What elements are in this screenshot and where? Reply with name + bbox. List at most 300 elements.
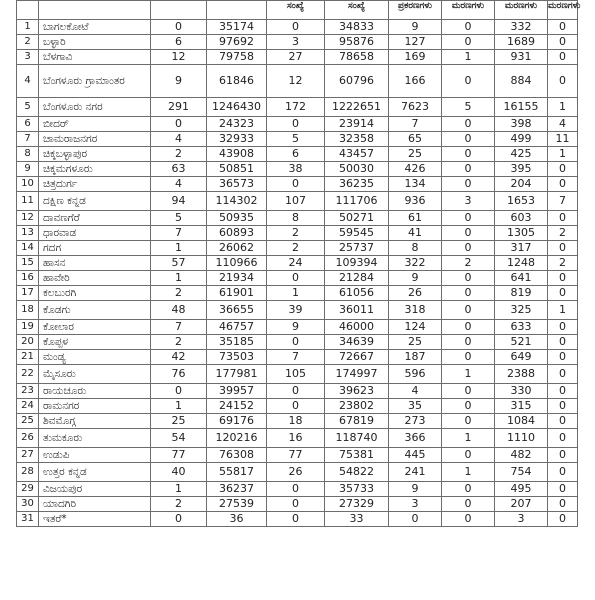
table-row — [17, 226, 578, 241]
cell-c4: 33 — [325, 512, 389, 527]
cell-district-name: ದಾವಣಗೆರೆ — [39, 211, 151, 226]
cell-c3: 107 — [267, 192, 325, 211]
cell-c3: 105 — [267, 365, 325, 384]
table-row — [17, 365, 578, 384]
cell-c4: 174997 — [325, 365, 389, 384]
cell-c3: 0 — [267, 384, 325, 399]
cell-c4: 46000 — [325, 320, 389, 335]
table-row — [17, 335, 578, 350]
cell-c2: 35174 — [207, 20, 267, 35]
cell-c3: 39 — [267, 301, 325, 320]
cell-serial: 28 — [17, 463, 39, 482]
cell-c8: 0 — [548, 384, 578, 399]
cell-c3: 1 — [267, 286, 325, 301]
table-row — [17, 117, 578, 132]
cell-c3: 5 — [267, 132, 325, 147]
cell-c3: 0 — [267, 177, 325, 192]
cell-serial: 21 — [17, 350, 39, 365]
cell-c3: 9 — [267, 320, 325, 335]
cell-c8: 2 — [548, 256, 578, 271]
cell-c6: 1 — [442, 463, 495, 482]
cell-c1: 1 — [151, 482, 207, 497]
table-row — [17, 497, 578, 512]
cell-district-name: ಚಿತ್ರದುರ್ಗ — [39, 177, 151, 192]
cell-c8: 0 — [548, 365, 578, 384]
cell-district-name: ಬೀದರ್ — [39, 117, 151, 132]
cell-serial: 27 — [17, 448, 39, 463]
table-row — [17, 399, 578, 414]
table-row — [17, 20, 578, 35]
cell-c1: 2 — [151, 497, 207, 512]
cell-c6: 0 — [442, 350, 495, 365]
cell-c3: 16 — [267, 429, 325, 448]
cell-c2: 24152 — [207, 399, 267, 414]
table-row — [17, 211, 578, 226]
table-row — [17, 512, 578, 527]
cell-c5: 936 — [389, 192, 442, 211]
cell-c7: 207 — [495, 497, 548, 512]
cell-c1: 57 — [151, 256, 207, 271]
cell-c6: 2 — [442, 256, 495, 271]
cell-c3: 172 — [267, 98, 325, 117]
cell-serial: 25 — [17, 414, 39, 429]
cell-c7: 495 — [495, 482, 548, 497]
cell-c7: 819 — [495, 286, 548, 301]
cell-c2: 97692 — [207, 35, 267, 50]
cell-c4: 67819 — [325, 414, 389, 429]
table-row — [17, 162, 578, 177]
cell-district-name: ಬೆಳಗಾವಿ — [39, 50, 151, 65]
cell-serial: 6 — [17, 117, 39, 132]
cell-c3: 0 — [267, 512, 325, 527]
cell-c5: 61 — [389, 211, 442, 226]
cell-c1: 0 — [151, 512, 207, 527]
district-covid-table — [16, 0, 581, 527]
cell-district-name: ಬಳ್ಳಾರಿ — [39, 35, 151, 50]
header-cell-c4: ಸಂಖ್ಯೆ — [325, 1, 389, 20]
cell-c4: 54822 — [325, 463, 389, 482]
cell-district-name: ರಾಮನಗರ — [39, 399, 151, 414]
cell-c1: 94 — [151, 192, 207, 211]
cell-c5: 9 — [389, 20, 442, 35]
cell-serial: 22 — [17, 365, 39, 384]
cell-c1: 42 — [151, 350, 207, 365]
cell-serial: 31 — [17, 512, 39, 527]
cell-district-name: ಯಾದಗಿರಿ — [39, 497, 151, 512]
cell-c7: 398 — [495, 117, 548, 132]
cell-c4: 36011 — [325, 301, 389, 320]
cell-serial: 13 — [17, 226, 39, 241]
cell-serial: 4 — [17, 65, 39, 98]
cell-district-name: ಚಿಕ್ಕಬಳ್ಳಾಪುರ — [39, 147, 151, 162]
cell-district-name: ಗದಗ — [39, 241, 151, 256]
table-row — [17, 65, 578, 98]
cell-c1: 48 — [151, 301, 207, 320]
cell-c7: 649 — [495, 350, 548, 365]
cell-serial: 15 — [17, 256, 39, 271]
cell-c8: 0 — [548, 65, 578, 98]
cell-c1: 6 — [151, 35, 207, 50]
cell-district-name: ಬೆಂಗಳೂರು ನಗರ — [39, 98, 151, 117]
table-row — [17, 50, 578, 65]
table-row — [17, 320, 578, 335]
cell-serial: 23 — [17, 384, 39, 399]
cell-c8: 0 — [548, 286, 578, 301]
cell-c2: 73503 — [207, 350, 267, 365]
cell-c7: 395 — [495, 162, 548, 177]
cell-c1: 77 — [151, 448, 207, 463]
cell-c1: 2 — [151, 286, 207, 301]
cell-c8: 0 — [548, 429, 578, 448]
cell-c3: 0 — [267, 117, 325, 132]
cell-c2: 24323 — [207, 117, 267, 132]
cell-district-name: ದಕ್ಷಿಣ ಕನ್ನಡ — [39, 192, 151, 211]
cell-serial: 26 — [17, 429, 39, 448]
header-cell-c1 — [151, 1, 207, 20]
cell-c5: 241 — [389, 463, 442, 482]
cell-c3: 38 — [267, 162, 325, 177]
cell-c8: 0 — [548, 241, 578, 256]
cell-serial: 24 — [17, 399, 39, 414]
cell-c2: 110966 — [207, 256, 267, 271]
cell-c7: 330 — [495, 384, 548, 399]
cell-c6: 0 — [442, 20, 495, 35]
cell-c8: 11 — [548, 132, 578, 147]
cell-serial: 10 — [17, 177, 39, 192]
cell-c7: 641 — [495, 271, 548, 286]
cell-c4: 23914 — [325, 117, 389, 132]
cell-c4: 118740 — [325, 429, 389, 448]
cell-c6: 0 — [442, 117, 495, 132]
cell-c2: 120216 — [207, 429, 267, 448]
cell-c6: 0 — [442, 384, 495, 399]
cell-c5: 41 — [389, 226, 442, 241]
cell-district-name: ರಾಯಚೂರು — [39, 384, 151, 399]
cell-c5: 7 — [389, 117, 442, 132]
cell-c1: 2 — [151, 335, 207, 350]
header-cell-c5: ಪ್ರಕರಣಗಳು — [389, 1, 442, 20]
cell-serial: 9 — [17, 162, 39, 177]
cell-district-name: ಉತ್ತರ ಕನ್ನಡ — [39, 463, 151, 482]
cell-c2: 60893 — [207, 226, 267, 241]
cell-c2: 36573 — [207, 177, 267, 192]
cell-c7: 1110 — [495, 429, 548, 448]
header-cell-c6: ಮರಣಗಳು — [442, 1, 495, 20]
cell-c4: 23802 — [325, 399, 389, 414]
cell-c4: 34639 — [325, 335, 389, 350]
table-row — [17, 271, 578, 286]
cell-c5: 124 — [389, 320, 442, 335]
cell-c8: 0 — [548, 463, 578, 482]
cell-c7: 204 — [495, 177, 548, 192]
cell-c8: 1 — [548, 147, 578, 162]
cell-c4: 35733 — [325, 482, 389, 497]
cell-c8: 0 — [548, 211, 578, 226]
cell-c6: 1 — [442, 365, 495, 384]
cell-c8: 0 — [548, 271, 578, 286]
cell-c3: 12 — [267, 65, 325, 98]
cell-c6: 0 — [442, 65, 495, 98]
cell-serial: 17 — [17, 286, 39, 301]
cell-c2: 61901 — [207, 286, 267, 301]
cell-c7: 317 — [495, 241, 548, 256]
cell-c4: 21284 — [325, 271, 389, 286]
cell-c4: 1222651 — [325, 98, 389, 117]
cell-c5: 0 — [389, 512, 442, 527]
cell-c6: 0 — [442, 162, 495, 177]
cell-c4: 43457 — [325, 147, 389, 162]
cell-c6: 3 — [442, 192, 495, 211]
header-cell-sl — [17, 1, 39, 20]
cell-c6: 0 — [442, 335, 495, 350]
cell-c6: 0 — [442, 132, 495, 147]
cell-district-name: ಮೈಸೂರು — [39, 365, 151, 384]
cell-c2: 26062 — [207, 241, 267, 256]
cell-c8: 0 — [548, 177, 578, 192]
cell-c3: 0 — [267, 271, 325, 286]
cell-c4: 25737 — [325, 241, 389, 256]
cell-district-name: ಹಾವೇರಿ — [39, 271, 151, 286]
cell-c7: 482 — [495, 448, 548, 463]
cell-c5: 596 — [389, 365, 442, 384]
cell-district-name: ಧಾರವಾಡ — [39, 226, 151, 241]
cell-c3: 24 — [267, 256, 325, 271]
cell-c4: 72667 — [325, 350, 389, 365]
cell-c1: 4 — [151, 132, 207, 147]
cell-c8: 7 — [548, 192, 578, 211]
cell-c5: 187 — [389, 350, 442, 365]
cell-c6: 5 — [442, 98, 495, 117]
cell-c8: 0 — [548, 20, 578, 35]
cell-c8: 0 — [548, 414, 578, 429]
cell-c5: 35 — [389, 399, 442, 414]
cell-c6: 0 — [442, 226, 495, 241]
table-row — [17, 350, 578, 365]
cell-c3: 77 — [267, 448, 325, 463]
cell-district-name: ಕಲಬುರಗಿ — [39, 286, 151, 301]
cell-c8: 0 — [548, 497, 578, 512]
cell-c8: 1 — [548, 301, 578, 320]
table-header-row — [17, 1, 578, 20]
cell-c1: 5 — [151, 211, 207, 226]
cell-c8: 0 — [548, 448, 578, 463]
table-row — [17, 192, 578, 211]
cell-c6: 0 — [442, 512, 495, 527]
cell-c6: 0 — [442, 301, 495, 320]
cell-c7: 1689 — [495, 35, 548, 50]
cell-c2: 36237 — [207, 482, 267, 497]
cell-c7: 754 — [495, 463, 548, 482]
cell-c1: 25 — [151, 414, 207, 429]
cell-serial: 2 — [17, 35, 39, 50]
cell-c4: 75381 — [325, 448, 389, 463]
cell-c2: 61846 — [207, 65, 267, 98]
cell-c3: 2 — [267, 241, 325, 256]
cell-c3: 7 — [267, 350, 325, 365]
cell-c5: 169 — [389, 50, 442, 65]
cell-c1: 40 — [151, 463, 207, 482]
cell-c8: 0 — [548, 320, 578, 335]
cell-c7: 931 — [495, 50, 548, 65]
cell-district-name: ಚಾಮರಾಜನಗರ — [39, 132, 151, 147]
cell-c5: 9 — [389, 482, 442, 497]
cell-serial: 30 — [17, 497, 39, 512]
cell-c2: 114302 — [207, 192, 267, 211]
table-row — [17, 429, 578, 448]
cell-c6: 0 — [442, 414, 495, 429]
cell-c5: 65 — [389, 132, 442, 147]
cell-district-name: ಉಡುಪಿ — [39, 448, 151, 463]
cell-c4: 50271 — [325, 211, 389, 226]
cell-c1: 2 — [151, 147, 207, 162]
cell-c2: 46757 — [207, 320, 267, 335]
cell-serial: 3 — [17, 50, 39, 65]
cell-c8: 0 — [548, 162, 578, 177]
cell-c4: 60796 — [325, 65, 389, 98]
cell-c5: 322 — [389, 256, 442, 271]
cell-c4: 50030 — [325, 162, 389, 177]
cell-c5: 4 — [389, 384, 442, 399]
cell-c4: 36235 — [325, 177, 389, 192]
cell-serial: 14 — [17, 241, 39, 256]
cell-c5: 9 — [389, 271, 442, 286]
cell-c4: 32358 — [325, 132, 389, 147]
table-row — [17, 132, 578, 147]
cell-c4: 95876 — [325, 35, 389, 50]
cell-c7: 603 — [495, 211, 548, 226]
cell-c1: 12 — [151, 50, 207, 65]
cell-serial: 5 — [17, 98, 39, 117]
cell-c1: 1 — [151, 399, 207, 414]
table-row — [17, 384, 578, 399]
cell-c6: 0 — [442, 448, 495, 463]
cell-c7: 425 — [495, 147, 548, 162]
cell-c8: 4 — [548, 117, 578, 132]
cell-serial: 16 — [17, 271, 39, 286]
cell-district-name: ಕೊಪ್ಪಳ — [39, 335, 151, 350]
cell-serial: 18 — [17, 301, 39, 320]
cell-c8: 0 — [548, 35, 578, 50]
cell-c2: 50851 — [207, 162, 267, 177]
table-row — [17, 301, 578, 320]
header-cell-district — [39, 1, 151, 20]
cell-c1: 4 — [151, 177, 207, 192]
cell-c2: 69176 — [207, 414, 267, 429]
cell-district-name: ಕೋಲಾರ — [39, 320, 151, 335]
cell-serial: 12 — [17, 211, 39, 226]
cell-c5: 426 — [389, 162, 442, 177]
cell-c4: 59545 — [325, 226, 389, 241]
cell-c7: 325 — [495, 301, 548, 320]
cell-c5: 26 — [389, 286, 442, 301]
cell-serial: 19 — [17, 320, 39, 335]
table-row — [17, 463, 578, 482]
cell-c6: 0 — [442, 241, 495, 256]
table-row — [17, 414, 578, 429]
cell-c2: 35185 — [207, 335, 267, 350]
header-cell-c8: ಮರಣಗಳು — [548, 1, 578, 20]
cell-serial: 20 — [17, 335, 39, 350]
cell-c4: 78658 — [325, 50, 389, 65]
cell-c5: 127 — [389, 35, 442, 50]
cell-c1: 7 — [151, 320, 207, 335]
cell-c2: 36 — [207, 512, 267, 527]
table-row — [17, 147, 578, 162]
table-row — [17, 98, 578, 117]
cell-c8: 0 — [548, 512, 578, 527]
cell-c6: 0 — [442, 211, 495, 226]
cell-c7: 16155 — [495, 98, 548, 117]
cell-c6: 0 — [442, 147, 495, 162]
cell-c1: 7 — [151, 226, 207, 241]
cell-c6: 0 — [442, 320, 495, 335]
cell-c8: 0 — [548, 350, 578, 365]
district-table-container — [16, 0, 581, 600]
cell-district-name: ಶಿವಮೊಗ್ಗ — [39, 414, 151, 429]
cell-c8: 0 — [548, 50, 578, 65]
cell-serial: 11 — [17, 192, 39, 211]
cell-district-name: ಮಂಡ್ಯ — [39, 350, 151, 365]
cell-c2: 79758 — [207, 50, 267, 65]
cell-c2: 55817 — [207, 463, 267, 482]
cell-c5: 25 — [389, 147, 442, 162]
cell-c4: 109394 — [325, 256, 389, 271]
cell-district-name: ವಿಜಯಪುರ — [39, 482, 151, 497]
cell-c6: 0 — [442, 271, 495, 286]
cell-c7: 1084 — [495, 414, 548, 429]
cell-c3: 0 — [267, 20, 325, 35]
cell-c3: 0 — [267, 482, 325, 497]
cell-c8: 1 — [548, 98, 578, 117]
cell-c6: 0 — [442, 35, 495, 50]
cell-c5: 445 — [389, 448, 442, 463]
cell-c5: 273 — [389, 414, 442, 429]
cell-c5: 25 — [389, 335, 442, 350]
table-row — [17, 256, 578, 271]
cell-c1: 0 — [151, 20, 207, 35]
cell-c7: 633 — [495, 320, 548, 335]
cell-district-name: ತುಮಕೂರು — [39, 429, 151, 448]
cell-c3: 0 — [267, 497, 325, 512]
cell-c7: 1653 — [495, 192, 548, 211]
table-row — [17, 448, 578, 463]
header-cell-c7: ಮರಣಗಳು — [495, 1, 548, 20]
cell-c3: 6 — [267, 147, 325, 162]
cell-c2: 76308 — [207, 448, 267, 463]
cell-c3: 27 — [267, 50, 325, 65]
cell-c7: 884 — [495, 65, 548, 98]
cell-c6: 0 — [442, 286, 495, 301]
cell-c3: 2 — [267, 226, 325, 241]
table-row — [17, 177, 578, 192]
cell-district-name: ಚಿಕ್ಕಮಗಳೂರು — [39, 162, 151, 177]
cell-c2: 27539 — [207, 497, 267, 512]
cell-district-name: ಬೆಂಗಳೂರು ಗ್ರಾಮಾಂತರ — [39, 65, 151, 98]
cell-c7: 521 — [495, 335, 548, 350]
cell-c6: 0 — [442, 482, 495, 497]
header-cell-c2 — [207, 1, 267, 20]
cell-serial: 7 — [17, 132, 39, 147]
cell-c5: 3 — [389, 497, 442, 512]
cell-c1: 63 — [151, 162, 207, 177]
table-row — [17, 241, 578, 256]
cell-c7: 1248 — [495, 256, 548, 271]
cell-c3: 0 — [267, 335, 325, 350]
page-left-margin — [0, 0, 12, 600]
cell-c7: 2388 — [495, 365, 548, 384]
cell-c5: 318 — [389, 301, 442, 320]
cell-c1: 1 — [151, 271, 207, 286]
